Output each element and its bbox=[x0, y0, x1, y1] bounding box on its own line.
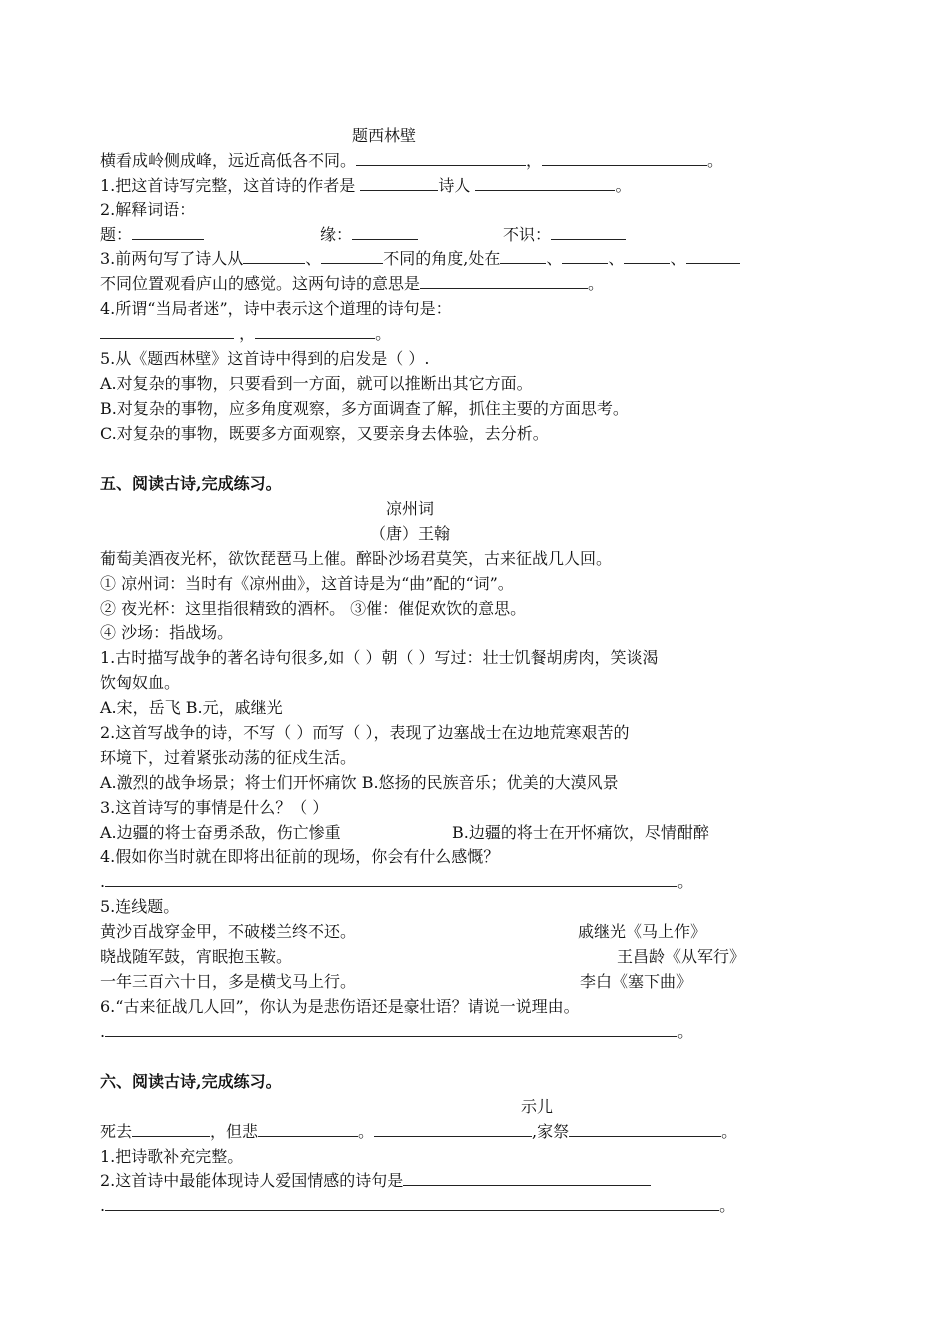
question-3: 3.前两句写了诗人从 、 不同的角度,处在 、 、 、 bbox=[100, 248, 740, 270]
blank-poem-4[interactable] bbox=[569, 1121, 721, 1137]
s5-q3-option-a: A.边疆的将士奋勇杀敌，伤亡惨重 bbox=[100, 823, 341, 842]
s5-question-2: 2.这首写战争的诗，不写（ ）而写（ ），表现了边塞战士在边地荒寒艰苦的 bbox=[100, 723, 630, 742]
s5-question-1: 1.古时描写战争的著名诗句很多,如（ ）朝（ ）写过：壮士饥餐胡虏肉，笑谈渴 bbox=[100, 648, 659, 667]
blank-poem-2[interactable] bbox=[258, 1121, 358, 1137]
s5-question-2-cont: 环境下，过着紧张动荡的征戍生活。 bbox=[100, 748, 357, 767]
poem-title-shier: 示儿 bbox=[521, 1097, 554, 1116]
s5-question-1-cont: 饮匈奴血。 bbox=[100, 673, 181, 692]
blank-pos-3[interactable] bbox=[624, 248, 670, 264]
option-b: B.对复杂的事物，应多角度观察，多方面调查了解，抓住主要的方面思考。 bbox=[100, 399, 629, 418]
question-1: 1.把这首诗写完整，这首诗的作者是 诗人 。 bbox=[100, 176, 632, 195]
s5-q1-options: A.宋，岳飞 B.元，戚继光 bbox=[100, 698, 283, 717]
s5-q2-options: A.激烈的战争场景；将士们开怀痛饮 B.悠扬的民族音乐；优美的大漠风景 bbox=[100, 773, 619, 792]
section-5-heading: 五、阅读古诗,完成练习。 bbox=[100, 474, 282, 493]
match-left-2: 晓战随军鼓，宵眠抱玉鞍。 bbox=[100, 947, 293, 966]
match-left-1: 黄沙百战穿金甲，不破楼兰终不还。 bbox=[100, 922, 357, 941]
poem-fill-line: 死去 ，但悲 。 ,家祭 。 bbox=[100, 1122, 738, 1141]
blank-pos-1[interactable] bbox=[500, 248, 546, 264]
section-6-heading: 六、阅读古诗,完成练习。 bbox=[100, 1072, 282, 1091]
question-3-cont: 不同位置观看庐山的感觉。这两句诗的意思是 。 bbox=[100, 274, 605, 293]
blank-angle-1[interactable] bbox=[243, 248, 305, 264]
blank-angle-2[interactable] bbox=[321, 248, 383, 264]
match-right-2: 王昌龄《从军行》 bbox=[617, 947, 746, 966]
note-1: ① 凉州词：当时有《凉州曲》，这首诗是为“曲”配的“词”。 bbox=[100, 574, 514, 593]
word-ti: 题： bbox=[100, 224, 204, 246]
blank-2[interactable] bbox=[542, 150, 707, 166]
poem-author: （唐）王翰 bbox=[370, 524, 451, 543]
s5-q4-answer: . 。 bbox=[100, 872, 694, 891]
blank-reason[interactable] bbox=[105, 1021, 677, 1037]
match-right-1: 戚继光《马上作》 bbox=[578, 922, 707, 941]
s5-question-6: 6.“古来征战几人回”，你认为是悲伤语还是豪壮语？请说一说理由。 bbox=[100, 997, 580, 1016]
poem-line: 横看成岭侧成峰，远近高低各不同。 ， 。 bbox=[100, 151, 724, 170]
question-4-answer: ， 。 bbox=[100, 323, 391, 345]
blank-patriotic-verse-2[interactable] bbox=[105, 1195, 719, 1211]
s6-q2-answer: . 。 bbox=[100, 1196, 736, 1215]
blank-1[interactable] bbox=[356, 150, 526, 166]
blank-verse-1[interactable] bbox=[100, 323, 234, 339]
question-5: 5.从《题西林壁》这首诗中得到的启发是（ ）. bbox=[100, 349, 430, 368]
question-2: 2.解释词语： bbox=[100, 200, 196, 219]
s5-question-4: 4.假如你当时就在即将出征前的现场，你会有什么感慨？ bbox=[100, 847, 500, 866]
blank-poem-1[interactable] bbox=[132, 1121, 210, 1137]
blank-pos-2[interactable] bbox=[562, 248, 608, 264]
poem-title: 题西林壁 bbox=[352, 126, 417, 145]
note-3: ④ 沙场：指战场。 bbox=[100, 623, 234, 642]
blank-bushi[interactable] bbox=[551, 224, 626, 240]
blank-ti[interactable] bbox=[132, 224, 204, 240]
blank-author[interactable] bbox=[360, 175, 438, 191]
s5-question-5: 5.连线题。 bbox=[100, 897, 180, 916]
blank-yuan[interactable] bbox=[352, 224, 418, 240]
word-yuan: 缘： bbox=[320, 224, 418, 246]
note-2: ② 夜光杯：这里指很精致的酒杯。 ③催：催促欢饮的意思。 bbox=[100, 599, 527, 618]
s5-q6-answer: . 。 bbox=[100, 1022, 694, 1041]
word-bushi: 不识： bbox=[503, 224, 626, 246]
poem-title-liangzhou: 凉州词 bbox=[386, 499, 435, 518]
blank-verse-2[interactable] bbox=[255, 323, 375, 339]
blank-patriotic-verse[interactable] bbox=[403, 1170, 651, 1186]
s6-question-1: 1.把诗歌补充完整。 bbox=[100, 1147, 244, 1166]
s5-q3-option-b: B.边疆的将士在开怀痛饮，尽情酣醉 bbox=[452, 823, 709, 842]
s6-question-2: 2.这首诗中最能体现诗人爱国情感的诗句是 bbox=[100, 1170, 651, 1192]
blank-feeling[interactable] bbox=[105, 871, 677, 887]
option-a: A.对复杂的事物，只要看到一方面，就可以推断出其它方面。 bbox=[100, 374, 533, 393]
match-right-3: 李白《塞下曲》 bbox=[580, 972, 693, 991]
match-left-3: 一年三百六十日，多是横戈马上行。 bbox=[100, 972, 357, 991]
poem-text: 葡萄美酒夜光杯，欲饮琵琶马上催。醉卧沙场君莫笑，古来征战几人回。 bbox=[100, 549, 613, 568]
blank-pos-4[interactable] bbox=[686, 248, 740, 264]
blank-poem-3[interactable] bbox=[374, 1121, 532, 1137]
s5-question-3: 3.这首诗写的事情是什么？（ ） bbox=[100, 798, 329, 817]
question-4: 4.所谓“当局者迷”，诗中表示这个道理的诗句是： bbox=[100, 299, 452, 318]
blank-meaning[interactable] bbox=[420, 273, 588, 289]
blank-poet[interactable] bbox=[475, 175, 615, 191]
option-c: C.对复杂的事物，既要多方面观察，又要亲身去体验，去分析。 bbox=[100, 424, 549, 443]
